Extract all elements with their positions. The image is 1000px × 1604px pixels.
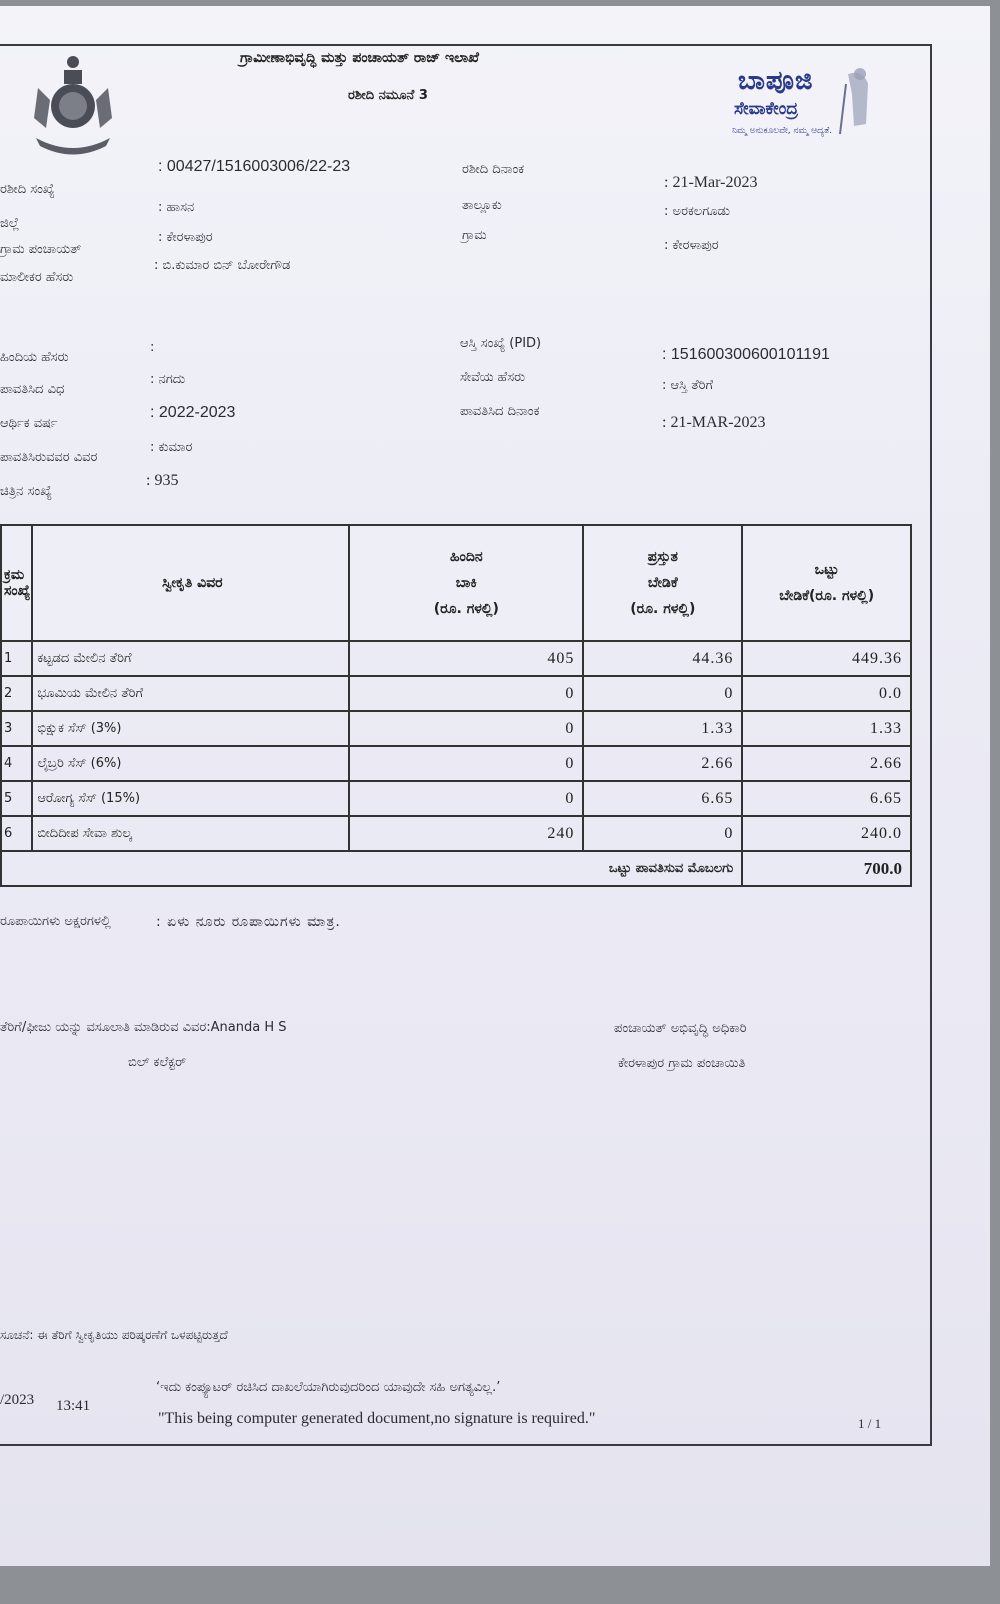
col-current-demand: ಪ್ರಸ್ತುತ ಬೇಡಿಕೆ (ರೂ. ಗಳಲ್ಲಿ) <box>583 525 742 641</box>
owner-label: ಮಾಲೀಕರ ಹೆಸರು <box>0 270 74 285</box>
collector-role: ಬಿಲ್ ಕಲೆಕ್ಟರ್ <box>128 1055 187 1070</box>
receipt-form-title: ರಶೀದಿ ನಮೂನೆ 3 <box>348 88 428 103</box>
gram-panchayat: : ಕೇರಳಾಪುರ <box>158 230 213 245</box>
kannada-statement: ‘ಇದು ಕಂಪ್ಯೂಟರ್ ರಚಿಸಿದ ದಾಖಲೆಯಾಗಿರುವುದರಿಂದ ಯಾವುದೇ ಸಹಿ ಅಗತ್ಯವಿಲ್ಲ.’ <box>156 1380 501 1395</box>
financial-year-label: ಆರ್ಥಿಕ ವರ್ಷ <box>0 416 58 431</box>
taluk-label: ತಾಲ್ಲೂಕು <box>462 198 502 213</box>
receipt-date: : 21-Mar-2023 <box>664 174 758 191</box>
logo-name: ಬಾಪೂಜಿ <box>738 66 814 96</box>
officer-title: ಪಂಚಾಯತ್ ಅಭಿವೃದ್ಧಿ ಅಧಿಕಾರಿ <box>614 1021 747 1036</box>
karnataka-emblem-icon <box>28 48 118 158</box>
receipt-no: : 00427/1516003006/22-23 <box>158 158 351 175</box>
service-name: : ಆಸ್ತಿ ತೆರಿಗೆ <box>662 378 714 393</box>
table-row: 3 ಭಿಕ್ಷುಕ ಸೆಸ್ (3%) 0 1.33 1.33 <box>1 711 911 746</box>
footer-date: /2023 <box>0 1392 35 1408</box>
payer-label: ಪಾವತಿಸಿರುವವರ ವಿವರ <box>0 450 98 465</box>
col-description: ಸ್ವೀಕೃತಿ ವಿವರ <box>32 525 349 641</box>
page-number: 1 / 1 <box>858 1416 882 1431</box>
gram-panchayat-label: ಗ್ರಾಮ ಪಂಚಾಯತ್ <box>0 242 82 257</box>
district-label: ಜಿಲ್ಲೆ <box>0 216 20 231</box>
table-header-row <box>1 525 911 641</box>
logo-subtitle: ಸೇವಾಕೇಂದ್ರ <box>734 99 799 119</box>
fee-table <box>0 524 912 887</box>
receipt-paper <box>0 6 990 1566</box>
village-label: ಗ್ರಾಮ <box>462 228 487 243</box>
name-value: : <box>150 340 155 355</box>
english-statement: "This being computer generated document,no signature is required." <box>158 1410 596 1427</box>
total-label: ಒಟ್ಟು ಪಾವತಿಸುವ ಮೊಬಲಗು <box>1 851 742 886</box>
logo-tagline: ನಿಮ್ಮ ಅನುಕೂಲವೇ, ನಮ್ಮ ಆದ್ಯತೆ. <box>732 126 833 136</box>
paid-date: : 21-MAR-2023 <box>662 414 766 431</box>
table-row: 6 ಬೀದಿದೀಪ ಸೇವಾ ಶುಲ್ಕ 240 0 240.0 <box>1 816 911 851</box>
table-row: 4 ಲೈಬ್ರರಿ ಸೆಸ್ (6%) 0 2.66 2.66 <box>1 746 911 781</box>
collector-details: ತೆರಿಗೆ/ಫೀಜು ಯನ್ನು ವಸೂಲಾತಿ ಮಾಡಿರುವ ವಿವರ:Ananda H S <box>0 1020 287 1035</box>
payer-name: : ಕುಮಾರ <box>150 440 193 455</box>
officer-place: ಕೇರಳಾಪುರ ಗ್ರಾಮ ಪಂಚಾಯಿತಿ <box>618 1056 746 1071</box>
financial-year: : 2022-2023 <box>150 404 236 421</box>
table-row: 2 ಭೂಮಿಯ ಮೇಲಿನ ತೆರಿಗೆ 0 0 0.0 <box>1 676 911 711</box>
payment-mode-label: ಪಾವತಿಸಿದ ವಿಧ <box>0 382 65 397</box>
owner-name: : ಬಿ.ಕುಮಾರ ಬಿನ್ ಬೋರೇಗೌಡ <box>154 258 291 273</box>
district: : ಹಾಸನ <box>158 200 195 215</box>
service-label: ಸೇವೆಯ ಹೆಸರು <box>460 370 526 385</box>
amount-in-words: : ಏಳು ನೂರು ರೂಪಾಯಿಗಳು ಮಾತ್ರ. <box>156 914 341 930</box>
pid-label: ಆಸ್ತಿ ಸಂಖ್ಯೆ (PID) <box>460 336 542 351</box>
total-amount: 700.0 <box>742 851 911 886</box>
table-row: 1 ಕಟ್ಟಡದ ಮೇಲಿನ ತೆರಿಗೆ 405 44.36 449.36 <box>1 641 911 676</box>
revision-note: ಸೂಚನೆ: ಈ ತೆರಿಗೆ ಸ್ವೀಕೃತಿಯು ಪರಿಷ್ಕರಣೆಗೆ ಒಳಪಟ್ಟಿರುತ್ತದೆ <box>0 1328 228 1342</box>
col-total-demand: ಒಟ್ಟು ಬೇಡಿಕೆ(ರೂ. ಗಳಲ್ಲಿ) <box>742 525 911 641</box>
village: : ಕೇರಳಾಪುರ <box>664 238 719 253</box>
col-previous-arrears: ಹಿಂದಿನ ಬಾಕಿ (ರೂ. ಗಳಲ್ಲಿ) <box>349 525 583 641</box>
footer-time: 13:41 <box>56 1398 91 1414</box>
receipt-date-label: ರಶೀದಿ ದಿನಾಂಕ <box>462 162 525 177</box>
amount-in-words-label: ರೂಪಾಯಿಗಳು ಅಕ್ಷರಗಳಲ್ಲಿ <box>0 914 111 929</box>
table-row: 5 ಆರೋಗ್ಯ ಸೆಸ್ (15%) 0 6.65 6.65 <box>1 781 911 816</box>
chalan-label: ಚಿತ್ರಿನ ಸಂಖ್ಯೆ <box>0 484 52 499</box>
department-title: ಗ್ರಾಮೀಣಾಭಿವೃದ್ಧಿ ಮತ್ತು ಪಂಚಾಯತ್ ರಾಜ್ ಇಲಾಖೆ <box>240 50 479 66</box>
property-pid: : 151600300600101191 <box>662 346 830 363</box>
paid-date-label: ಪಾವತಿಸಿದ ದಿನಾಂಕ <box>460 404 540 419</box>
chalan-no: : 935 <box>146 472 179 489</box>
payment-mode: : ನಗದು <box>150 372 186 387</box>
name-label: ಹಿಂದಿಯ ಹೆಸರು <box>0 350 69 365</box>
receipt-no-label: ರಶೀದಿ ಸಂಖ್ಯೆ <box>0 182 55 197</box>
table-total-row <box>1 851 911 886</box>
col-serial-no: ಕ್ರಮ ಸಂಖ್ಯೆ <box>1 525 32 641</box>
taluk: : ಅರಕಲಗೂಡು <box>664 204 730 219</box>
